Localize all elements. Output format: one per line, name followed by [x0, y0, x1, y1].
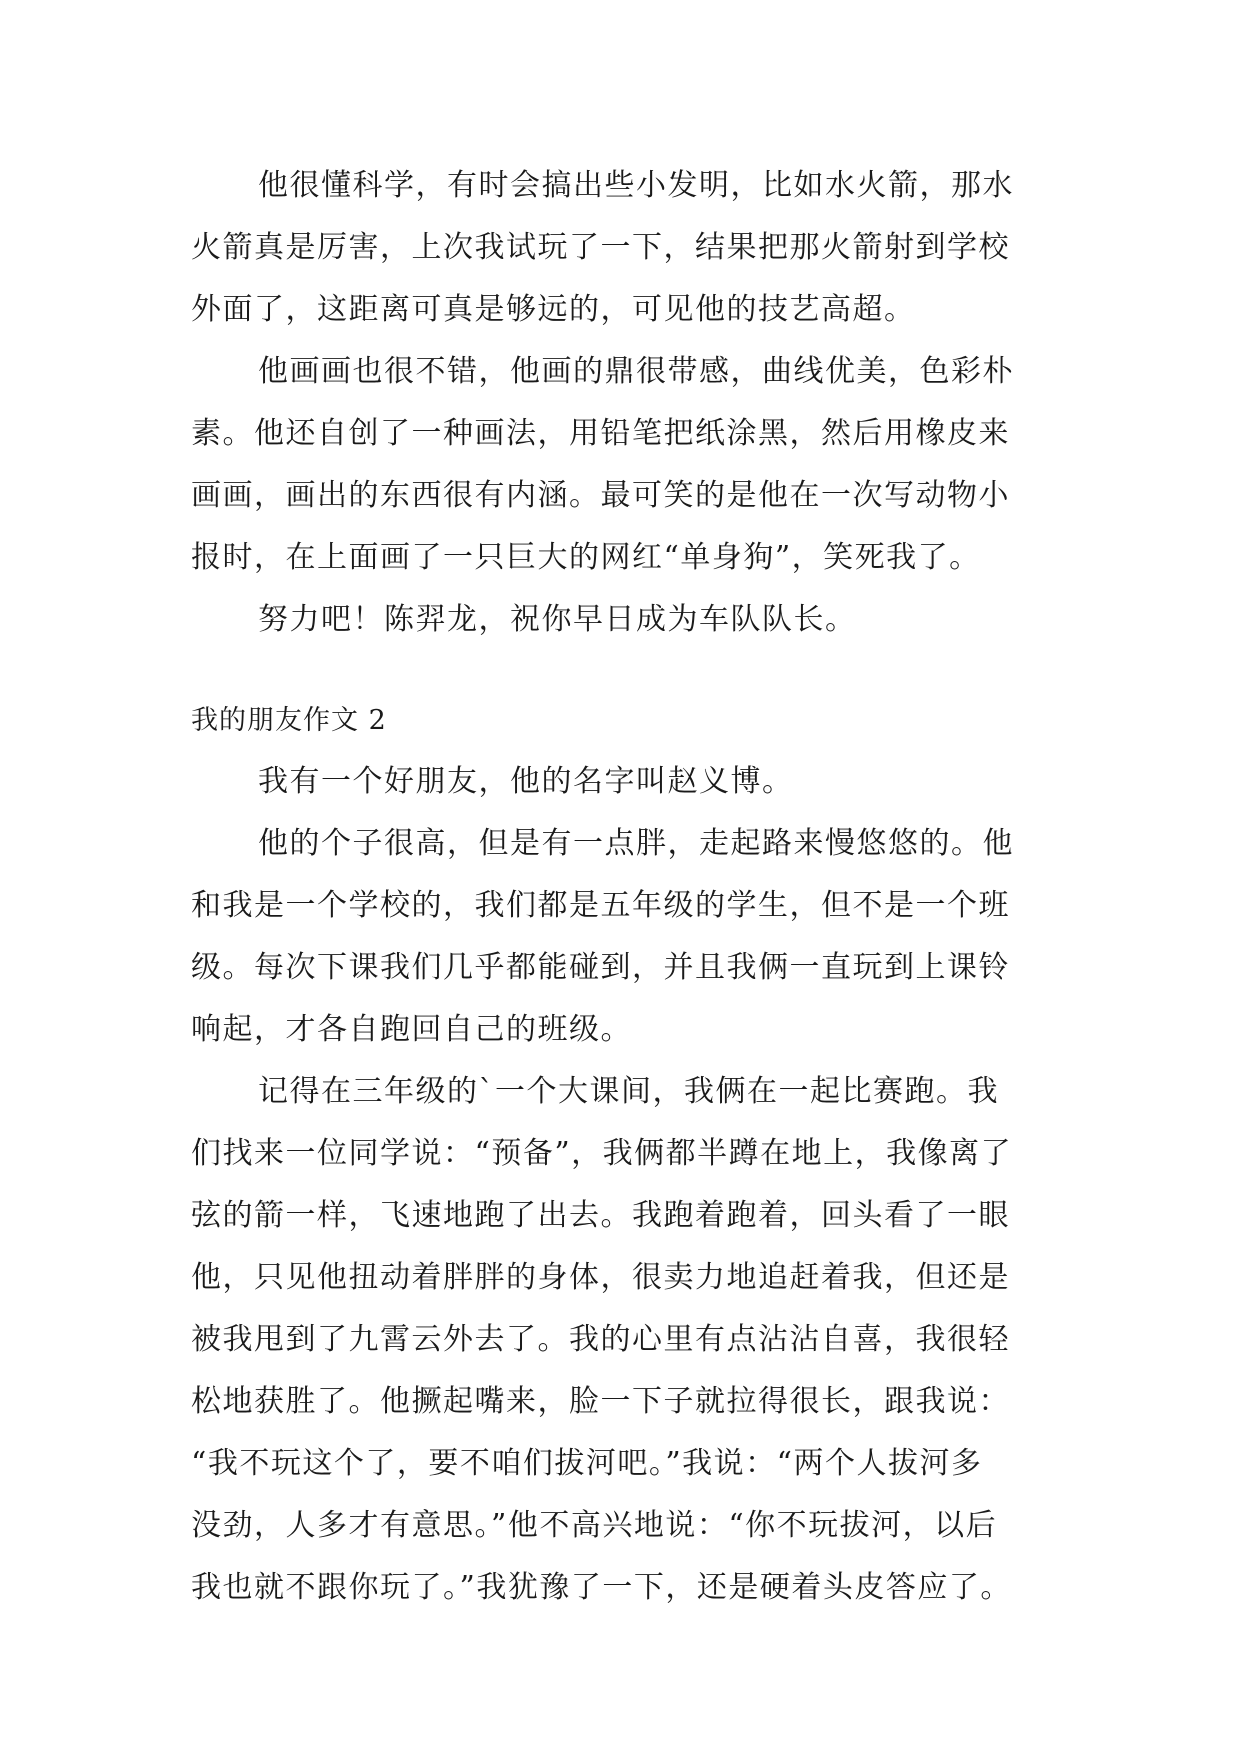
paragraph-line: 弦的箭一样，飞速地跑了出去。我跑着跑着，回头看了一眼 — [191, 1198, 1010, 1233]
paragraph-line: 和我是一个学校的，我们都是五年级的学生，但不是一个班 — [191, 888, 1010, 923]
paragraph-line: 没劲，人多才有意思。”他不高兴地说：“你不玩拔河，以后 — [191, 1508, 998, 1543]
paragraph-line: 他很懂科学，有时会搞出些小发明，比如水火箭，那水 — [258, 168, 1014, 203]
paragraph-line: 响起，才各自跑回自己的班级。 — [191, 1012, 632, 1047]
paragraph-line: 我有一个好朋友，他的名字叫赵义博。 — [258, 764, 794, 799]
section-heading: 我的朋友作文 2 — [191, 705, 387, 736]
paragraph-line: 火箭真是厉害，上次我试玩了一下，结果把那火箭射到学校 — [191, 230, 1010, 265]
paragraph-line: 记得在三年级的`一个大课间，我俩在一起比赛跑。我 — [258, 1074, 999, 1109]
paragraph-line: 他，只见他扭动着胖胖的身体，很卖力地追赶着我，但还是 — [191, 1260, 1010, 1295]
paragraph-line: “我不玩这个了，要不咱们拔河吧。”我说：“两个人拔河多 — [191, 1446, 983, 1481]
paragraph-line: 努力吧！陈羿龙，祝你早日成为车队队长。 — [258, 602, 857, 637]
paragraph-line: 外面了，这距离可真是够远的，可见他的技艺高超。 — [191, 292, 916, 327]
paragraph-line: 级。每次下课我们几乎都能碰到，并且我俩一直玩到上课铃 — [191, 950, 1010, 985]
paragraph-line: 素。他还自创了一种画法，用铅笔把纸涂黑，然后用橡皮来 — [191, 416, 1010, 451]
paragraph-line: 他的个子很高，但是有一点胖，走起路来慢悠悠的。他 — [258, 826, 1014, 861]
paragraph-line: 他画画也很不错，他画的鼎很带感，曲线优美，色彩朴 — [258, 354, 1014, 389]
paragraph-line: 我也就不跟你玩了。”我犹豫了一下，还是硬着头皮答应了。 — [191, 1570, 1012, 1605]
paragraph-line: 报时，在上面画了一只巨大的网红“单身狗”，笑死我了。 — [191, 540, 981, 575]
paragraph-line: 被我甩到了九霄云外去了。我的心里有点沾沾自喜，我很轻 — [191, 1322, 1010, 1357]
paragraph-line: 画画，画出的东西很有内涵。最可笑的是他在一次写动物小 — [191, 478, 1010, 513]
paragraph-line: 松地获胜了。他撅起嘴来，脸一下子就拉得很长，跟我说： — [191, 1384, 1010, 1419]
paragraph-line: 们找来一位同学说：“预备”，我俩都半蹲在地上，我像离了 — [191, 1136, 1013, 1171]
